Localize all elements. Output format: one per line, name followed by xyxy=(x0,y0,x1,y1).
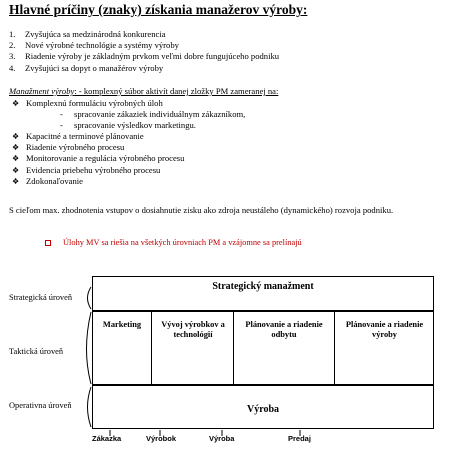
box-product-development-label: Vývoj výrobkov a technológií xyxy=(161,320,225,339)
flow-label-product: Výrobok xyxy=(146,434,177,443)
bracket-strategic xyxy=(88,287,92,309)
diamond-bullet-icon: ❖ xyxy=(12,132,20,142)
red-note: Úlohy MV sa riešia na všetkých úrovniach PM a vzájomne sa prelínajú xyxy=(45,238,302,247)
bracket-tactical xyxy=(87,312,92,384)
list-item: ❖ Evidencia priebehu výrobného procesu xyxy=(12,164,161,175)
box-production-planning-label: Plánovanie a riadenie výroby xyxy=(345,320,424,339)
level-tactical: Taktická úroveň xyxy=(9,347,64,356)
list-subitem: - spracovanie zákaziek individuálnym zákazníkom, xyxy=(60,109,246,120)
management-term: Manažment výroby xyxy=(9,86,75,96)
box-marketing-label: Marketing xyxy=(102,320,142,329)
list-item: ❖ Monitorovanie a regulácia výrobného procesu xyxy=(12,153,185,164)
summary-paragraph: S cieľom max. zhodnotenia vstupov o dosiahnutie zisku ako zdroja neustáleho (dynamického) rozvoja podniku. xyxy=(9,205,394,215)
list-item: 4. Zvyšujúci sa dopyt o manažérov výroby xyxy=(9,62,164,73)
diamond-bullet-icon: ❖ xyxy=(12,176,20,186)
list-item: ❖ Komplexnú formuláciu výrobných úloh xyxy=(12,98,163,108)
level-operative: Operativna úroveň xyxy=(9,401,72,410)
dash-icon: - xyxy=(60,109,63,120)
bracket-operative xyxy=(88,387,92,427)
dash-icon: - xyxy=(60,120,63,131)
list-item: 1. Zvyšujúca sa medzinárodná konkurencia xyxy=(9,29,166,39)
diamond-bullet-icon: ❖ xyxy=(12,143,20,153)
box-strategic-label: Strategický manažment xyxy=(212,281,314,292)
flow-label-sale: Predaj xyxy=(288,434,311,443)
diamond-bullet-icon: ❖ xyxy=(12,154,20,164)
list-item: ❖ Kapacitné a terminové plánovanie xyxy=(12,131,144,142)
box-sales-planning-label: Plánovanie a riadenie odbytu xyxy=(245,320,323,339)
page-title: Hlavné príčiny (znaky) získania manažerov výroby: xyxy=(9,2,308,17)
flow-label-order: Zákazka xyxy=(92,434,122,443)
list-item: ❖ Zdokonaľovanie xyxy=(12,175,83,186)
box-production-label: Výroba xyxy=(246,404,280,415)
diamond-bullet-icon: ❖ xyxy=(12,165,20,175)
list-item: 2. Nové výrobné technológie a systémy výroby xyxy=(9,40,179,51)
list-item: ❖ Riadenie výrobného procesu xyxy=(12,142,125,153)
list-item: 3. Riadenie výroby je základným prvkom veľmi dobre fungujúceho podniku xyxy=(9,51,280,62)
list-subitem: - spracovanie výsledkov marketingu. xyxy=(60,120,196,131)
management-description: : - komplexný súbor aktivít danej zložky PM zameranej na: xyxy=(74,86,279,96)
flow-label-production: Výroba xyxy=(209,434,235,443)
diamond-bullet-icon: ❖ xyxy=(12,99,20,108)
level-strategic: Strategická úroveň xyxy=(9,293,73,302)
